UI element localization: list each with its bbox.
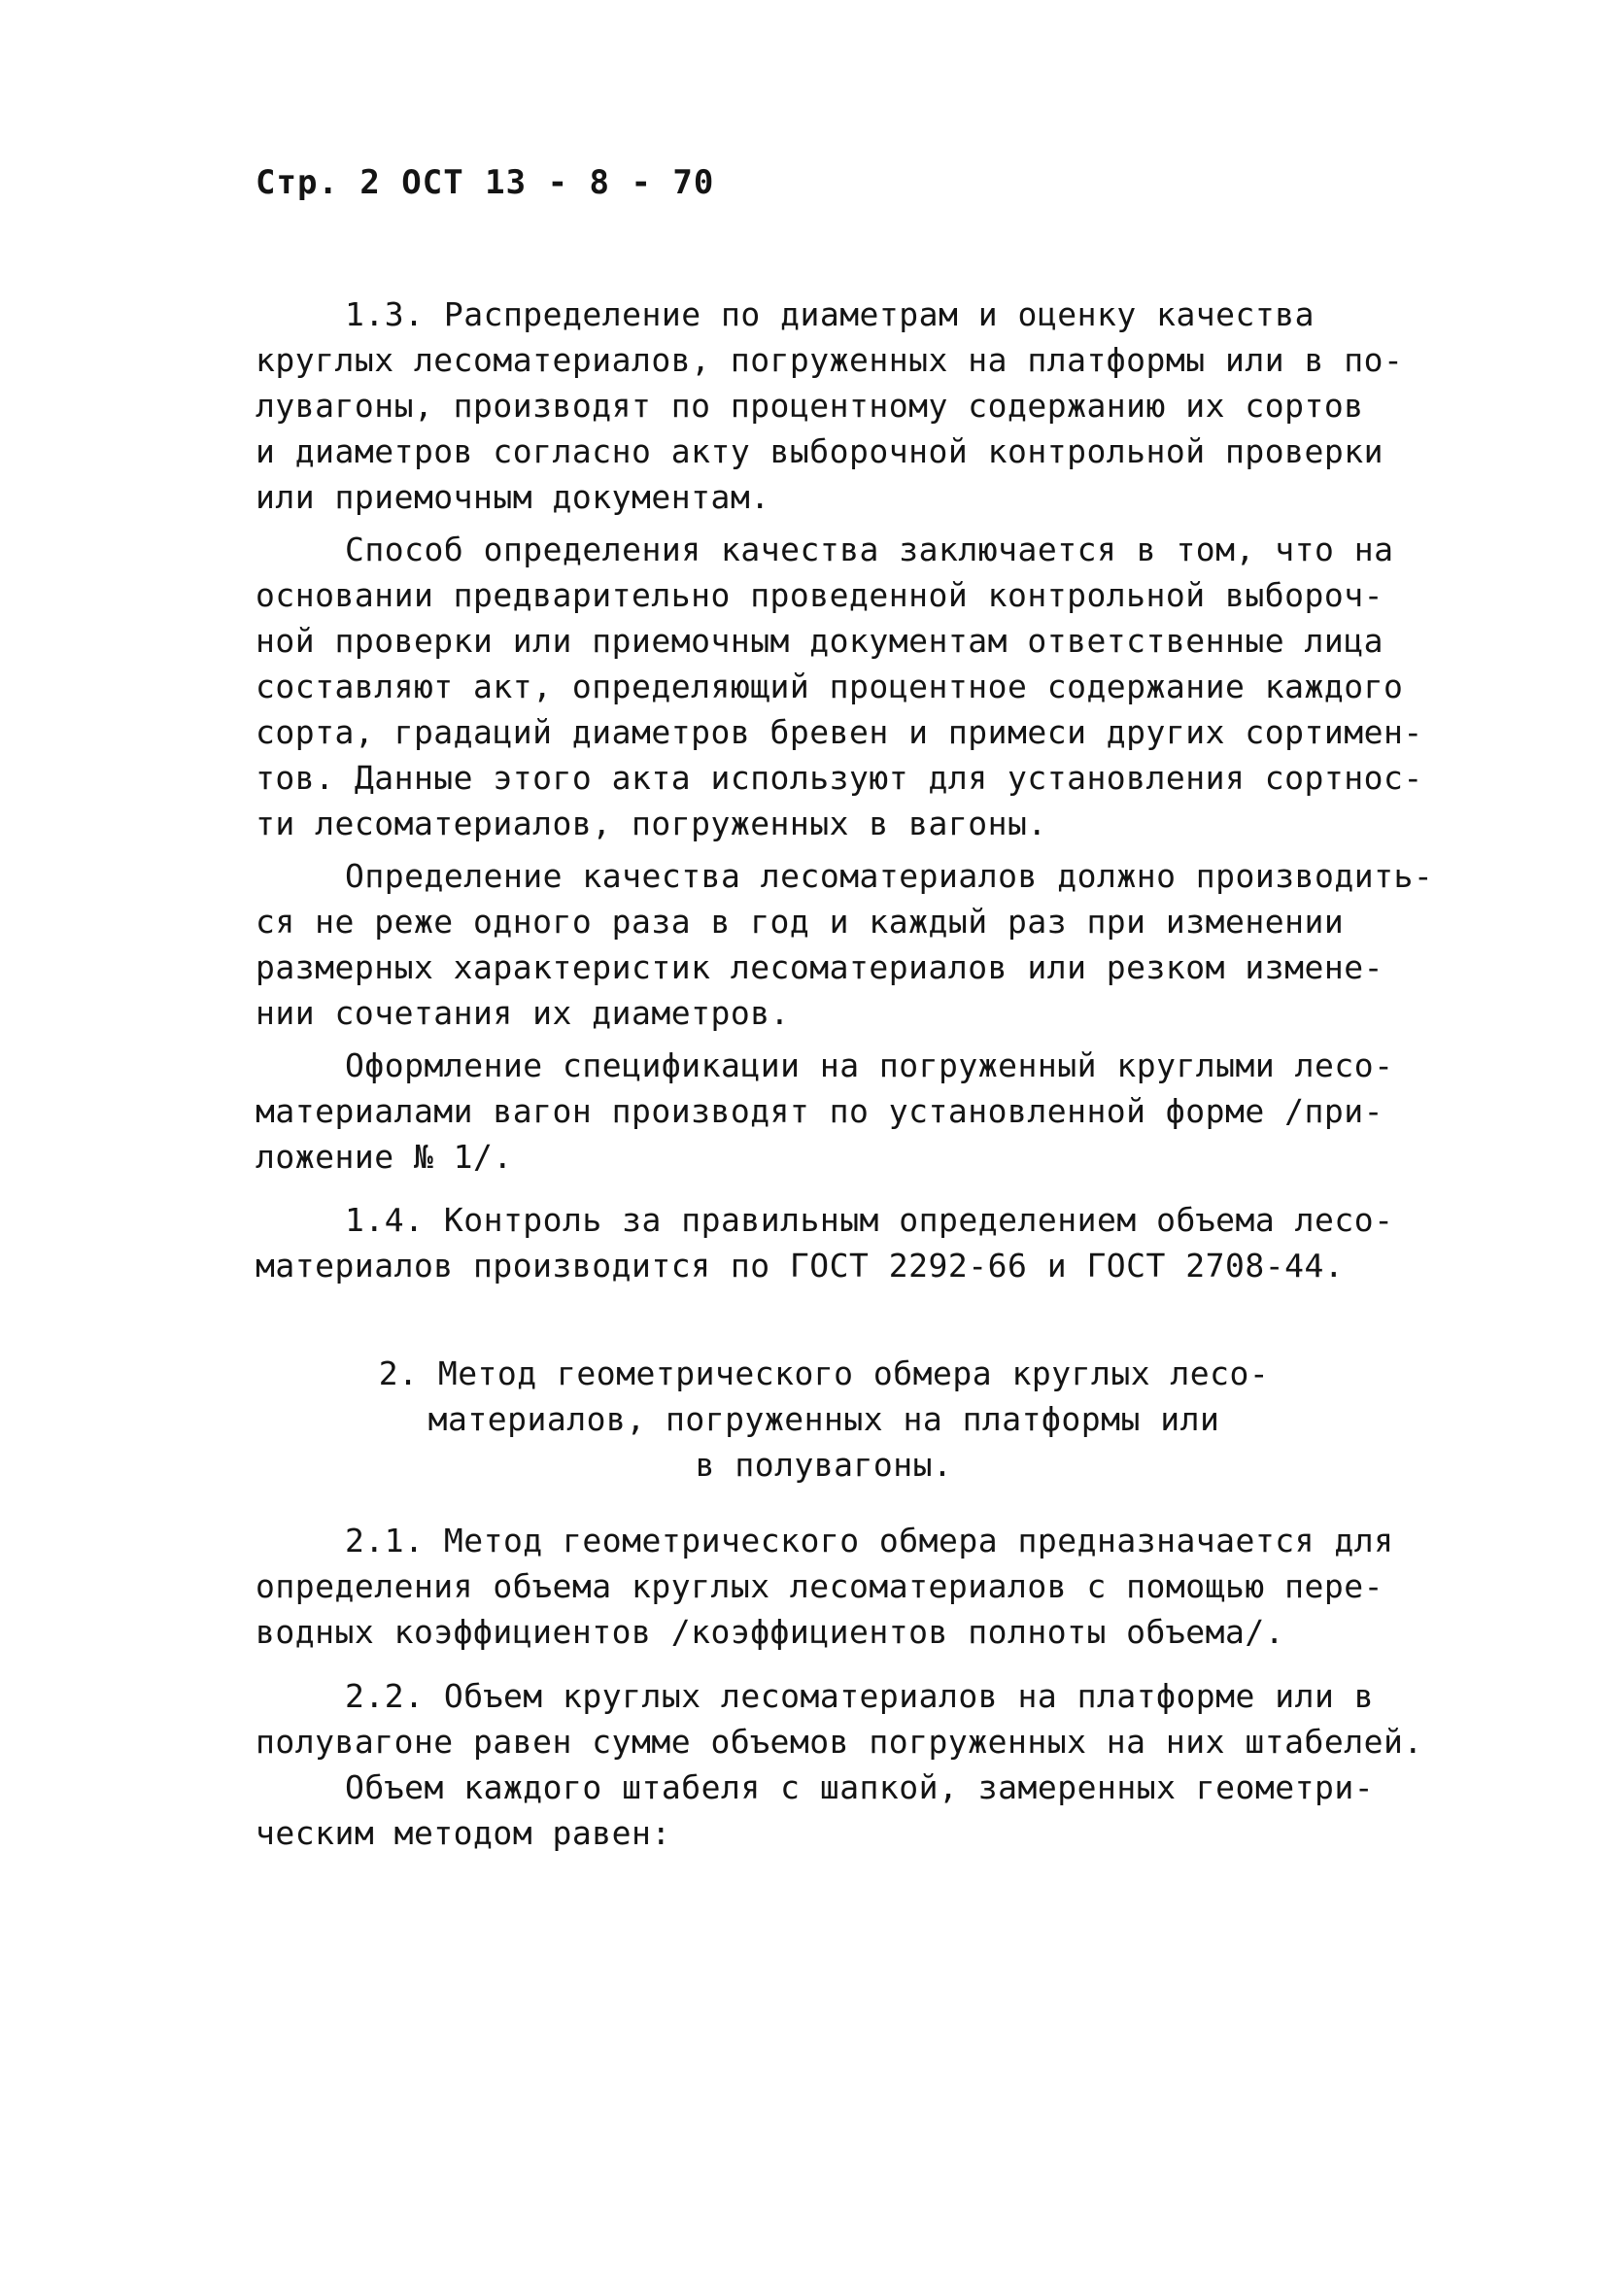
para-1-3-line: лувагоны, производят по процентному содержанию их сортов — [256, 387, 1364, 425]
para-method-line: ной проверки или приемочным документам ответственные лица — [256, 622, 1384, 660]
section-2-title-line: материалов, погруженных на платформы или — [427, 1400, 1220, 1438]
para-2-2-line: ческим методом равен: — [256, 1814, 671, 1852]
para-frequency-line: размерных характеристик лесоматериалов или резком измене- — [256, 948, 1384, 986]
para-method-line: основании предварительно проведенной контрольной выбороч- — [256, 576, 1384, 614]
para-spec-line: ложение № 1/. — [256, 1138, 513, 1176]
para-spec-line: материалами вагон производят по установленной форме /при- — [256, 1092, 1384, 1130]
para-2-1-line: водных коэффициентов /коэффициентов полноты объема/. — [256, 1613, 1285, 1651]
para-frequency-line: ся не реже одного раза в год и каждый раз при изменении — [256, 903, 1345, 941]
para-method-line: ти лесоматериалов, погруженных в вагоны. — [256, 805, 1047, 842]
page-header: Стр. 2 ОСТ 13 - 8 - 70 — [256, 163, 715, 202]
para-2-1-line: определения объема круглых лесоматериалов с помощью пере- — [256, 1567, 1384, 1605]
para-1-3-line: или приемочным документам. — [256, 478, 770, 516]
para-method-line: составляют акт, определяющий процентное содержание каждого — [256, 668, 1404, 705]
para-1-3-line: 1.3. Распределение по диаметрам и оценку качества — [345, 295, 1316, 333]
para-spec-line: Оформление спецификации на погруженный круглыми лесо- — [345, 1046, 1394, 1084]
para-frequency-line: Определение качества лесоматериалов должно производить- — [345, 857, 1434, 895]
para-2-1-line: 2.1. Метод геометрического обмера предназначается для — [345, 1522, 1394, 1559]
para-1-4-line: материалов производится по ГОСТ 2292-66 и ГОСТ 2708-44. — [256, 1247, 1345, 1285]
section-2-title-line: в полувагоны. — [695, 1446, 953, 1484]
para-2-2-line: Объем каждого штабеля с шапкой, замеренных геометри- — [345, 1768, 1375, 1806]
para-frequency-line: нии сочетания их диаметров. — [256, 994, 790, 1032]
para-method-line: Способ определения качества заключается в том, что на — [345, 531, 1394, 568]
para-2-2-line: 2.2. Объем круглых лесоматериалов на платформе или в — [345, 1677, 1375, 1715]
para-1-3-line: и диаметров согласно акту выборочной контрольной проверки — [256, 432, 1384, 470]
para-method-line: тов. Данные этого акта используют для установления сортнос- — [256, 759, 1423, 797]
para-1-3-line: круглых лесоматериалов, погруженных на платформы или в по- — [256, 341, 1404, 379]
section-2-title-line: 2. Метод геометрического обмера круглых лесо- — [378, 1354, 1270, 1392]
para-method-line: сорта, градаций диаметров бревен и примеси других сортимен- — [256, 713, 1423, 751]
para-2-2-line: полувагоне равен сумме объемов погруженных на них штабелей. — [256, 1723, 1423, 1761]
para-1-4-line: 1.4. Контроль за правильным определением объема лесо- — [345, 1201, 1394, 1239]
